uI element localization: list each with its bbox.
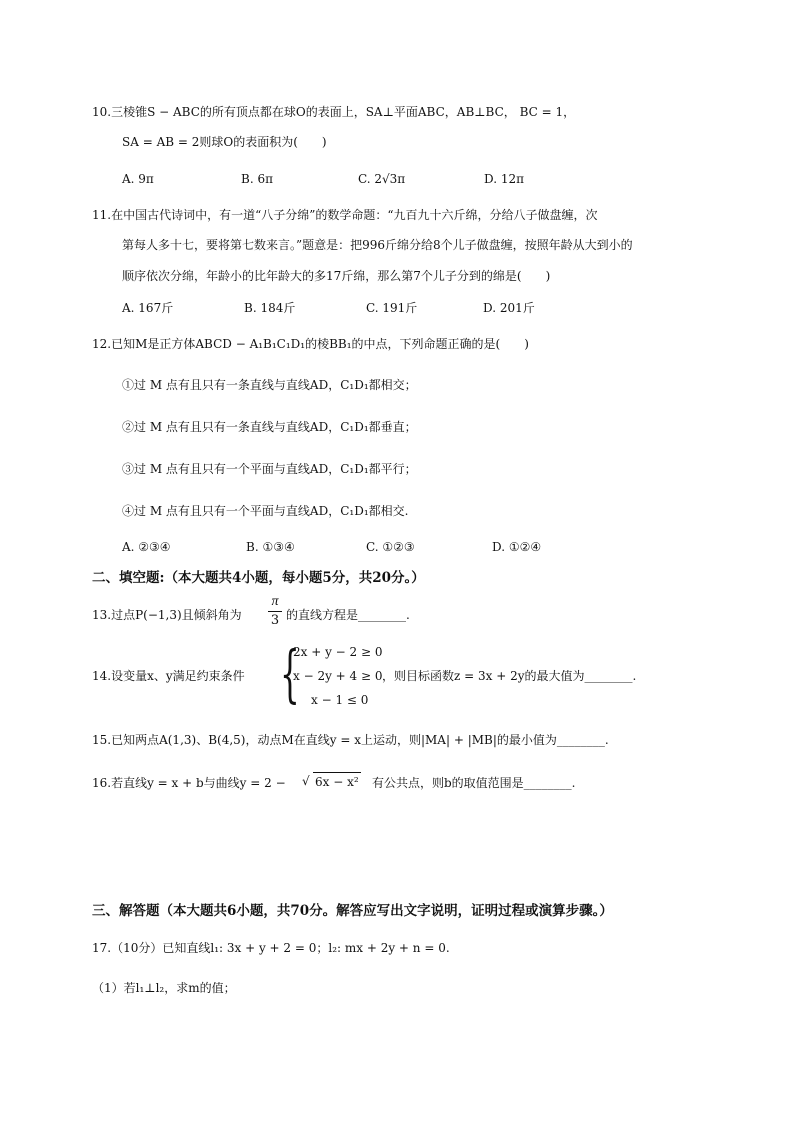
q11-line1: 11.在中国古代诗词中，有一道“八子分绵”的数学命题：“九百九十六斤绵，分给八子做盘缠，次 [92, 208, 598, 222]
q12-option-d: D. ①②④ [492, 540, 542, 554]
q14-text-after: ，则目标函数z = 3x + 2y的最大值为________. [382, 669, 637, 683]
q11-option-a: A. 167斤 [122, 301, 174, 315]
q16-radicand: 6x − x² [313, 772, 361, 791]
q12-option-a: A. ②③④ [122, 540, 171, 554]
q13-text-before: 13.过点P(−1,3)且倾斜角为 [92, 608, 242, 622]
q10-option-c: C. 2√3π [358, 172, 406, 186]
section-2-heading: 二、填空题:（本大题共4小题，每小题5分，共20分。） [92, 570, 425, 586]
q10-option-a: A. 9π [122, 172, 154, 186]
q13-fraction-denominator: 3 [270, 613, 280, 628]
q14-brace: { [280, 637, 300, 710]
q13-fraction-numerator: π [271, 594, 279, 609]
q14-text-before: 14.设变量x、y满足约束条件 [92, 669, 245, 683]
q16-text-after: 有公共点，则b的取值范围是________. [372, 776, 576, 790]
q14-constraint-3: x − 1 ≤ 0 [311, 693, 369, 707]
q14-constraint-system [293, 640, 383, 712]
q12-statement-3: ③过 M 点有且只有一个平面与直线AD，C₁D₁都平行； [122, 462, 417, 476]
section-3-heading: 三、解答题（本大题共6小题，共70分。解答应写出文字说明，证明过程或演算步骤。） [92, 903, 613, 919]
q13-text-after: 的直线方程是________. [286, 608, 410, 622]
q14-constraint-2: x − 2y + 4 ≥ 0 [293, 669, 383, 683]
q13-fraction [268, 594, 282, 629]
q11-option-b: B. 184斤 [244, 301, 296, 315]
q11-line2: 第每人多十七，要将第七数来言。”题意是：把996斤绵分给8个儿子做盘缠，按照年龄从大到小的 [122, 238, 633, 252]
q12-statement-1: ①过 M 点有且只有一条直线与直线AD，C₁D₁都相交； [122, 378, 417, 392]
q16-text-before: 16.若直线y = x + b与曲线y = 2 − [92, 776, 286, 790]
q10-option-b: B. 6π [241, 172, 273, 186]
q12-statement-2: ②过 M 点有且只有一条直线与直线AD，C₁D₁都垂直； [122, 420, 417, 434]
q17-stem: 17.（10分）已知直线l₁: 3x + y + 2 = 0；l₂: mx + 2y + n = 0. [92, 941, 450, 955]
q11-line3: 顺序依次分绵，年龄小的比年龄大的多17斤绵，那么第7个儿子分到的绵是( ) [122, 269, 551, 283]
q11-option-d: D. 201斤 [483, 301, 535, 315]
q14-constraint-1: 2x + y − 2 ≥ 0 [293, 645, 383, 659]
q10-line2: SA = AB = 2则球O的表面积为( ) [122, 135, 327, 149]
q10-option-d: D. 12π [484, 172, 524, 186]
q15-text: 15.已知两点A(1,3)、B(4,5)，动点M在直线y = x上运动，则|MA| + |MB|的最小值为________. [92, 733, 609, 747]
q16-sqrt-sign: √ [302, 774, 310, 788]
q11-option-c: C. 191斤 [366, 301, 418, 315]
q13-fraction-bar [268, 611, 282, 612]
q17-part-1: （1）若l₁⊥l₂，求m的值； [92, 981, 236, 995]
q12-option-b: B. ①③④ [246, 540, 295, 554]
q12-option-c: C. ①②③ [366, 540, 415, 554]
q12-stem: 12.已知M是正方体ABCD − A₁B₁C₁D₁的棱BB₁的中点，下列命题正确的是( ) [92, 337, 529, 351]
q10-line1: 10.三棱锥S − ABC的所有顶点都在球O的表面上，SA⊥平面ABC，AB⊥BC， BC = 1， [92, 105, 576, 119]
q12-statement-4: ④过 M 点有且只有一个平面与直线AD，C₁D₁都相交. [122, 504, 409, 518]
